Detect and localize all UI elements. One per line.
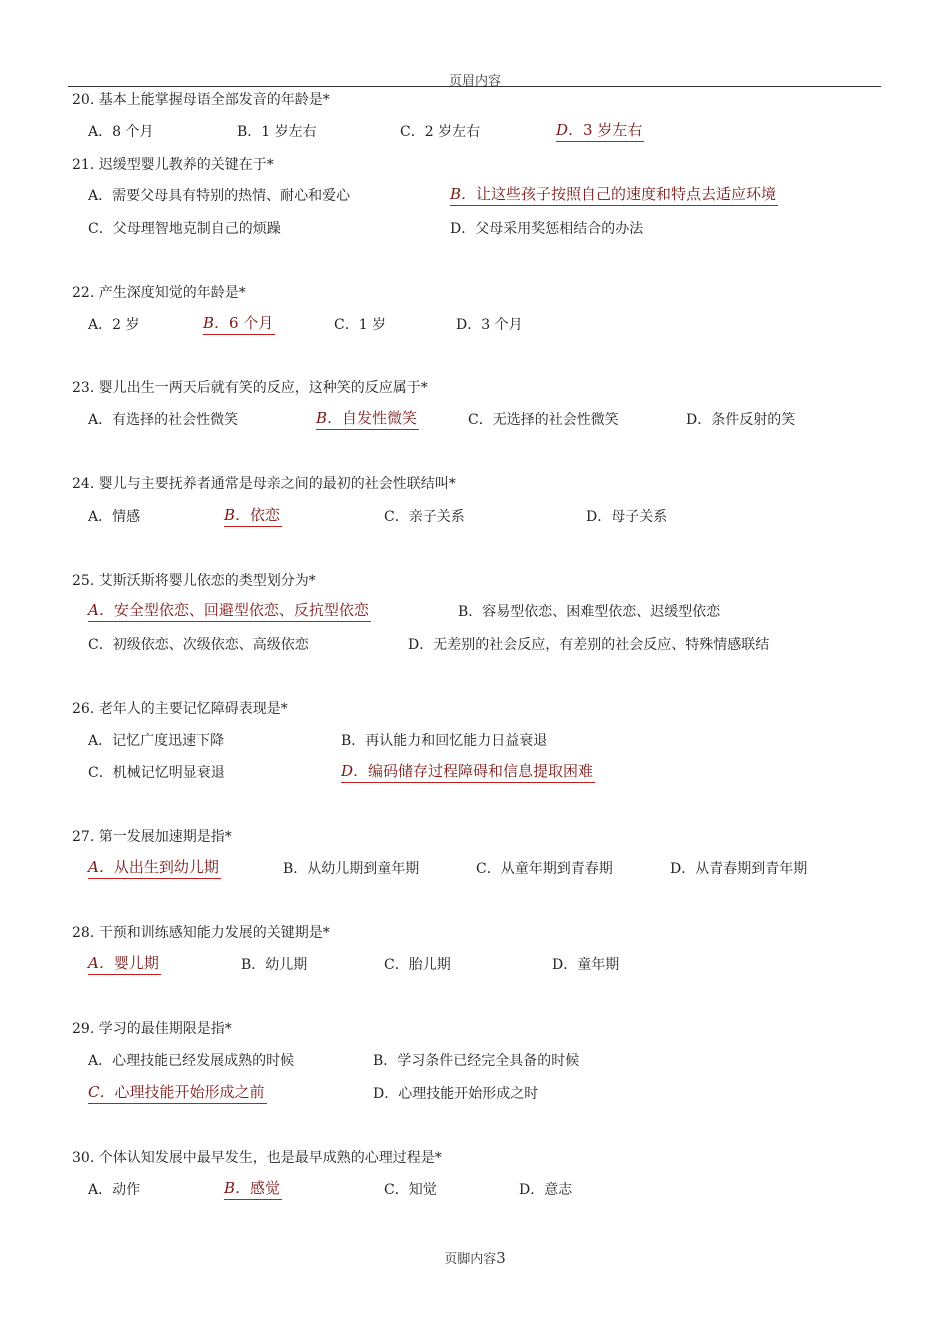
- option-text: 无选择的社会性微笑: [492, 412, 619, 428]
- option-letter: C．: [476, 861, 501, 877]
- answer-option: [283, 858, 419, 878]
- answer-option-selected: [224, 504, 282, 527]
- answer-option: [468, 409, 619, 429]
- answer-option: [408, 634, 769, 654]
- header-rule: [68, 86, 881, 87]
- option-letter: C．: [384, 1182, 409, 1198]
- option-text: 1 岁: [358, 317, 387, 333]
- question-stem: 24. 婴儿与主要抚养者通常是母亲之间的最初的社会性联结叫*: [72, 476, 456, 492]
- question-stem: 29. 学习的最佳期限是指*: [72, 1021, 232, 1037]
- option-letter: A．: [88, 509, 113, 525]
- option-letter: C．: [88, 1083, 115, 1101]
- option-text: 依恋: [250, 506, 281, 524]
- option-text: 2 岁左右: [424, 124, 481, 140]
- question-stem: 23. 婴儿出生一两天后就有笑的反应，这种笑的反应属于*: [72, 380, 428, 396]
- answer-option: [686, 409, 795, 429]
- answer-option-selected: [88, 599, 371, 622]
- option-letter: D．: [341, 762, 369, 780]
- answer-option: [384, 1179, 437, 1199]
- option-text: 从童年期到青春期: [500, 861, 613, 877]
- answer-option: [88, 506, 140, 526]
- option-letter: D．: [450, 221, 476, 237]
- option-text: 幼儿期: [265, 957, 308, 973]
- option-text: 婴儿期: [113, 954, 159, 972]
- answer-option: [458, 601, 720, 621]
- answer-option: [456, 314, 523, 334]
- answer-option: [237, 121, 317, 141]
- option-letter: B．: [458, 604, 483, 620]
- option-text: 动作: [112, 1182, 141, 1198]
- option-letter: D．: [456, 317, 482, 333]
- option-letter: B．: [341, 733, 366, 749]
- answer-option: [88, 1050, 294, 1070]
- option-letter: C．: [384, 957, 409, 973]
- question-stem: 26. 老年人的主要记忆障碍表现是*: [72, 701, 288, 717]
- option-letter: D．: [519, 1182, 545, 1198]
- answer-option: [88, 409, 238, 429]
- option-letter: B．: [373, 1053, 398, 1069]
- option-letter: D．: [408, 637, 434, 653]
- option-text: 安全型依恋、回避型依恋、反抗型依恋: [113, 601, 369, 619]
- answer-option: [88, 185, 350, 205]
- option-text: 再认能力和回忆能力日益衰退: [365, 733, 548, 749]
- option-text: 心理技能开始形成之前: [114, 1083, 265, 1101]
- answer-option-selected: [88, 952, 161, 975]
- option-letter: C．: [88, 221, 113, 237]
- question-stem: 20. 基本上能掌握母语全部发音的年龄是*: [72, 92, 330, 108]
- answer-option: [373, 1083, 538, 1103]
- option-text: 母子关系: [611, 509, 668, 525]
- option-text: 容易型依恋、困难型依恋、迟缓型依恋: [482, 604, 721, 620]
- option-text: 记忆广度迅速下降: [112, 733, 225, 749]
- option-letter: A．: [88, 317, 113, 333]
- option-text: 有选择的社会性微笑: [112, 412, 239, 428]
- option-text: 1 岁左右: [261, 124, 317, 140]
- option-text: 3 个月: [481, 317, 523, 333]
- answer-option: [88, 121, 153, 141]
- page-number: 3: [496, 1249, 506, 1267]
- option-text: 胎儿期: [408, 957, 451, 973]
- question-stem: 21. 迟缓型婴儿教养的关键在于*: [72, 157, 274, 173]
- option-letter: B．: [316, 409, 343, 427]
- answer-option: [88, 762, 225, 782]
- option-letter: D．: [373, 1086, 399, 1102]
- page-footer: [0, 1248, 950, 1267]
- option-letter: A．: [88, 858, 114, 876]
- answer-option-selected: [203, 312, 275, 335]
- answer-option: [450, 218, 643, 238]
- answer-option: [670, 858, 807, 878]
- answer-option: [519, 1179, 572, 1199]
- option-letter: A．: [88, 188, 113, 204]
- answer-option-selected: [556, 119, 644, 142]
- answer-option: [88, 1179, 140, 1199]
- option-text: 父母采用奖惩相结合的办法: [475, 221, 644, 237]
- option-text: 无差别的社会反应，有差别的社会反应、特殊情感联结: [433, 637, 770, 653]
- option-letter: D．: [686, 412, 712, 428]
- answer-option: [552, 954, 619, 974]
- answer-option-selected: [224, 1177, 282, 1200]
- option-letter: C．: [468, 412, 493, 428]
- option-letter: D．: [552, 957, 578, 973]
- option-text: 童年期: [577, 957, 620, 973]
- answer-option-selected: [88, 1081, 267, 1104]
- option-text: 意志: [544, 1182, 573, 1198]
- option-text: 知觉: [408, 1182, 437, 1198]
- option-letter: A．: [88, 733, 113, 749]
- answer-option: [400, 121, 480, 141]
- option-letter: C．: [384, 509, 409, 525]
- option-text: 自发性微笑: [342, 409, 418, 427]
- answer-option-selected: [450, 183, 778, 206]
- option-letter: C．: [88, 637, 113, 653]
- option-text: 从出生到幼儿期: [113, 858, 219, 876]
- answer-option: [88, 634, 309, 654]
- answer-option: [384, 954, 451, 974]
- answer-option-selected: [316, 407, 419, 430]
- answer-option: [241, 954, 307, 974]
- answer-option-selected: [341, 760, 595, 783]
- answer-option: [476, 858, 613, 878]
- option-text: 2 岁: [112, 317, 140, 333]
- option-letter: C．: [400, 124, 425, 140]
- question-stem: 25. 艾斯沃斯将婴儿依恋的类型划分为*: [72, 573, 316, 589]
- page-header: 页眉内容: [448, 74, 501, 89]
- question-stem: 22. 产生深度知觉的年龄是*: [72, 285, 246, 301]
- option-text: 心理技能开始形成之时: [398, 1086, 539, 1102]
- option-letter: C．: [334, 317, 359, 333]
- option-letter: D．: [586, 509, 612, 525]
- option-letter: D．: [556, 121, 584, 139]
- option-letter: B．: [283, 861, 308, 877]
- option-text: 初级依恋、次级依恋、高级依恋: [112, 637, 309, 653]
- answer-option: [334, 314, 386, 334]
- option-letter: B．: [224, 506, 251, 524]
- option-letter: A．: [88, 412, 113, 428]
- answer-option: [88, 730, 224, 750]
- option-letter: B．: [241, 957, 266, 973]
- option-text: 编码储存过程障碍和信息提取困难: [368, 762, 594, 780]
- option-letter: B．: [224, 1179, 251, 1197]
- answer-option: [341, 730, 547, 750]
- option-text: 父母理智地克制自己的烦躁: [112, 221, 281, 237]
- footer-text: 页脚内容: [444, 1252, 497, 1267]
- question-stem: 30. 个体认知发展中最早发生，也是最早成熟的心理过程是*: [72, 1150, 442, 1166]
- option-text: 情感: [112, 509, 141, 525]
- option-text: 从幼儿期到童年期: [307, 861, 420, 877]
- option-letter: A．: [88, 1182, 113, 1198]
- answer-option: [373, 1050, 579, 1070]
- option-letter: C．: [88, 765, 113, 781]
- option-letter: B．: [203, 314, 230, 332]
- option-letter: A．: [88, 601, 114, 619]
- answer-option-selected: [88, 856, 221, 879]
- option-letter: A．: [88, 1053, 113, 1069]
- option-letter: B．: [237, 124, 262, 140]
- answer-option: [586, 506, 667, 526]
- option-letter: D．: [670, 861, 696, 877]
- option-letter: A．: [88, 954, 114, 972]
- option-text: 从青春期到青年期: [695, 861, 808, 877]
- option-text: 条件反射的笑: [711, 412, 796, 428]
- option-text: 8 个月: [112, 124, 154, 140]
- answer-option: [88, 314, 139, 334]
- question-stem: 28. 干预和训练感知能力发展的关键期是*: [72, 925, 330, 941]
- option-text: 需要父母具有特别的热情、耐心和爱心: [112, 188, 351, 204]
- answer-option: [88, 218, 281, 238]
- answer-option: [384, 506, 465, 526]
- option-text: 心理技能已经发展成熟的时候: [112, 1053, 295, 1069]
- option-text: 感觉: [250, 1179, 281, 1197]
- option-text: 亲子关系: [408, 509, 465, 525]
- question-stem: 27. 第一发展加速期是指*: [72, 829, 232, 845]
- option-text: 机械记忆明显衰退: [112, 765, 225, 781]
- option-text: 6 个月: [229, 314, 274, 332]
- option-text: 学习条件已经完全具备的时候: [397, 1053, 580, 1069]
- option-letter: A．: [88, 124, 113, 140]
- option-text: 3 岁左右: [583, 121, 643, 139]
- option-letter: B．: [450, 185, 477, 203]
- option-text: 让这些孩子按照自己的速度和特点去适应环境: [476, 185, 777, 203]
